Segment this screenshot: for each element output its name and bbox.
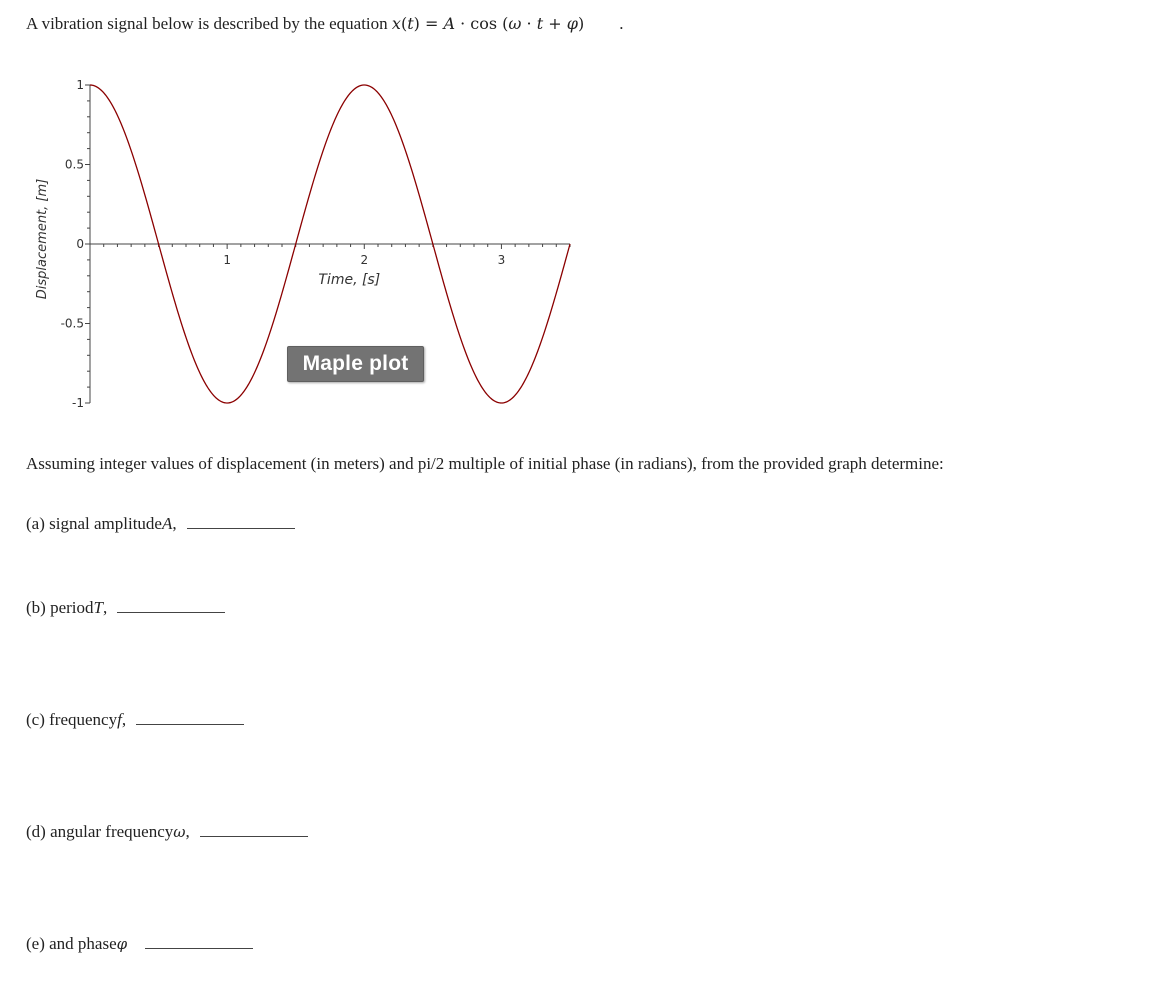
y-tick-label: 0.5 [64,157,84,172]
eq-paren-open: ( [497,14,509,33]
eq-t2: t [536,14,544,33]
question-d-symbol: ω [173,823,186,841]
eq-plus: + [543,14,567,33]
x-tick-label: 2 [360,253,369,267]
y-axis-label: Displacement, [m] [35,178,50,300]
question-b-symbol: T [93,598,103,617]
y-tick-label: 1 [76,78,84,92]
question-e [26,930,253,954]
question-b [26,594,225,618]
answer-blank-period[interactable] [117,594,225,613]
question-c [26,706,244,730]
eq-x: x [391,14,401,33]
question-d-suffix: , [185,822,190,841]
answer-blank-frequency[interactable] [136,706,244,725]
question-b-prefix: (b) period [26,598,94,617]
question-e-prefix: (e) and phase [26,934,117,953]
x-tick-label: 3 [497,253,506,267]
question-d-prefix: (d) angular frequency [26,822,174,841]
answer-blank-amplitude[interactable] [187,510,295,529]
question-d [26,818,308,842]
eq-dot2: · [521,14,537,33]
question-c-suffix: , [121,710,127,729]
y-tick-label: 0 [76,237,84,251]
x-axis-label: Time, [s] [318,272,381,288]
question-a-symbol: A [161,514,173,533]
eq-dot: · [455,14,471,33]
intro-text [26,14,624,34]
question-a-suffix: , [172,514,177,533]
eq-paren-close: ) [577,14,585,33]
eq-close: ) [413,14,420,33]
answer-blank-phase[interactable] [145,930,253,949]
answer-blank-angular-frequency[interactable] [200,818,308,837]
question-e-symbol: φ [116,935,128,953]
eq-amplitude: A [443,14,456,33]
assumption-text: Assuming integer values of displacement (in meters) and pi/2 multiple of initial phase (in radians), from the provided graph determine: [26,454,944,473]
intro-trailing-period: . [619,14,624,33]
y-tick-label: -1 [72,396,84,410]
y-tick-label: -0.5 [60,316,84,331]
eq-cos: cos [470,14,498,33]
eq-omega: ω [508,14,522,33]
question-c-symbol: f [117,710,122,729]
eq-phi: φ [566,14,578,33]
maple-plot-button[interactable]: Maple plot [287,346,424,382]
question-a [26,510,295,534]
eq-equals: = [419,14,444,33]
question-a-prefix: (a) signal amplitude [26,514,162,533]
equation [392,14,589,33]
question-b-suffix: , [102,598,108,617]
intro-sentence: A vibration signal below is described by the equation [26,14,388,33]
eq-t: t [407,14,414,33]
question-c-prefix: (c) frequency [26,710,118,729]
eq-open: ( [400,14,408,33]
x-tick-label: 1 [223,253,231,267]
